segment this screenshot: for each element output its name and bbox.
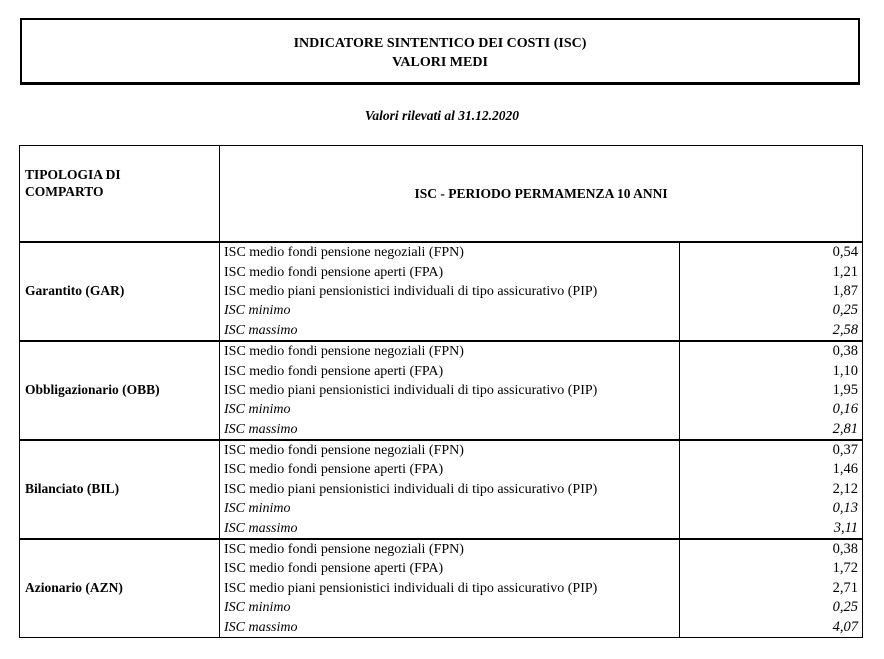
row-label-min: ISC minimo <box>220 400 680 419</box>
value-max: 2,81 <box>680 420 863 440</box>
value-fpa: 1,10 <box>680 361 863 380</box>
value-min: 0,25 <box>680 301 863 320</box>
table-row <box>20 539 863 559</box>
row-label-min: ISC minimo <box>220 598 680 617</box>
subtitle: Valori rilevati al 31.12.2020 <box>364 108 520 123</box>
table-header-row <box>20 146 863 243</box>
row-label-fpa: ISC medio fondi pensione aperti (FPA) <box>220 361 680 380</box>
value-max: 4,07 <box>680 617 863 637</box>
table-row <box>20 440 863 460</box>
group-name: Bilanciato (BIL) <box>20 440 220 539</box>
header-tipologia-line1: TIPOLOGIA DI <box>25 167 121 182</box>
value-min: 0,13 <box>680 499 863 518</box>
value-fpn: 0,38 <box>680 341 863 361</box>
table-row <box>20 242 863 262</box>
row-label-max: ISC massimo <box>220 518 680 538</box>
row-label-min: ISC minimo <box>220 499 680 518</box>
row-label-fpa: ISC medio fondi pensione aperti (FPA) <box>220 262 680 281</box>
value-fpn: 0,54 <box>680 242 863 262</box>
value-pip: 1,95 <box>680 381 863 400</box>
value-min: 0,25 <box>680 598 863 617</box>
value-min: 0,16 <box>680 400 863 419</box>
group-name: Azionario (AZN) <box>20 539 220 637</box>
row-label-pip: ISC medio piani pensionistici individuali di tipo assicurativo (PIP) <box>220 480 680 499</box>
row-label-max: ISC massimo <box>220 321 680 341</box>
group-name: Obbligazionario (OBB) <box>20 341 220 440</box>
row-label-fpn: ISC medio fondi pensione negoziali (FPN) <box>220 341 680 361</box>
row-label-fpa: ISC medio fondi pensione aperti (FPA) <box>220 460 680 479</box>
value-fpn: 0,37 <box>680 440 863 460</box>
value-pip: 2,12 <box>680 480 863 499</box>
row-label-max: ISC massimo <box>220 420 680 440</box>
value-pip: 1,87 <box>680 282 863 301</box>
isc-table <box>19 145 863 638</box>
row-label-min: ISC minimo <box>220 301 680 320</box>
row-label-max: ISC massimo <box>220 617 680 637</box>
row-label-pip: ISC medio piani pensionistici individuali di tipo assicurativo (PIP) <box>220 282 680 301</box>
header-tipologia <box>20 146 220 243</box>
value-fpa: 1,72 <box>680 559 863 578</box>
value-max: 2,58 <box>680 321 863 341</box>
title-line-1: INDICATORE SINTENTICO DEI COSTI (ISC) <box>293 36 587 51</box>
value-max: 3,11 <box>680 518 863 538</box>
row-label-fpn: ISC medio fondi pensione negoziali (FPN) <box>220 440 680 460</box>
row-label-pip: ISC medio piani pensionistici individuali di tipo assicurativo (PIP) <box>220 579 680 598</box>
value-fpn: 0,38 <box>680 539 863 559</box>
header-tipologia-line2: COMPARTO <box>25 184 104 199</box>
group-name: Garantito (GAR) <box>20 242 220 341</box>
row-label-pip: ISC medio piani pensionistici individuali di tipo assicurativo (PIP) <box>220 381 680 400</box>
row-label-fpa: ISC medio fondi pensione aperti (FPA) <box>220 559 680 578</box>
row-label-fpn: ISC medio fondi pensione negoziali (FPN) <box>220 539 680 559</box>
title-line-2: VALORI MEDI <box>392 55 488 70</box>
value-fpa: 1,21 <box>680 262 863 281</box>
value-fpa: 1,46 <box>680 460 863 479</box>
row-label-fpn: ISC medio fondi pensione negoziali (FPN) <box>220 242 680 262</box>
header-isc-period: ISC - PERIODO PERMAMENZA 10 ANNI <box>220 146 863 243</box>
value-pip: 2,71 <box>680 579 863 598</box>
table-row <box>20 341 863 361</box>
title-box <box>20 18 860 85</box>
